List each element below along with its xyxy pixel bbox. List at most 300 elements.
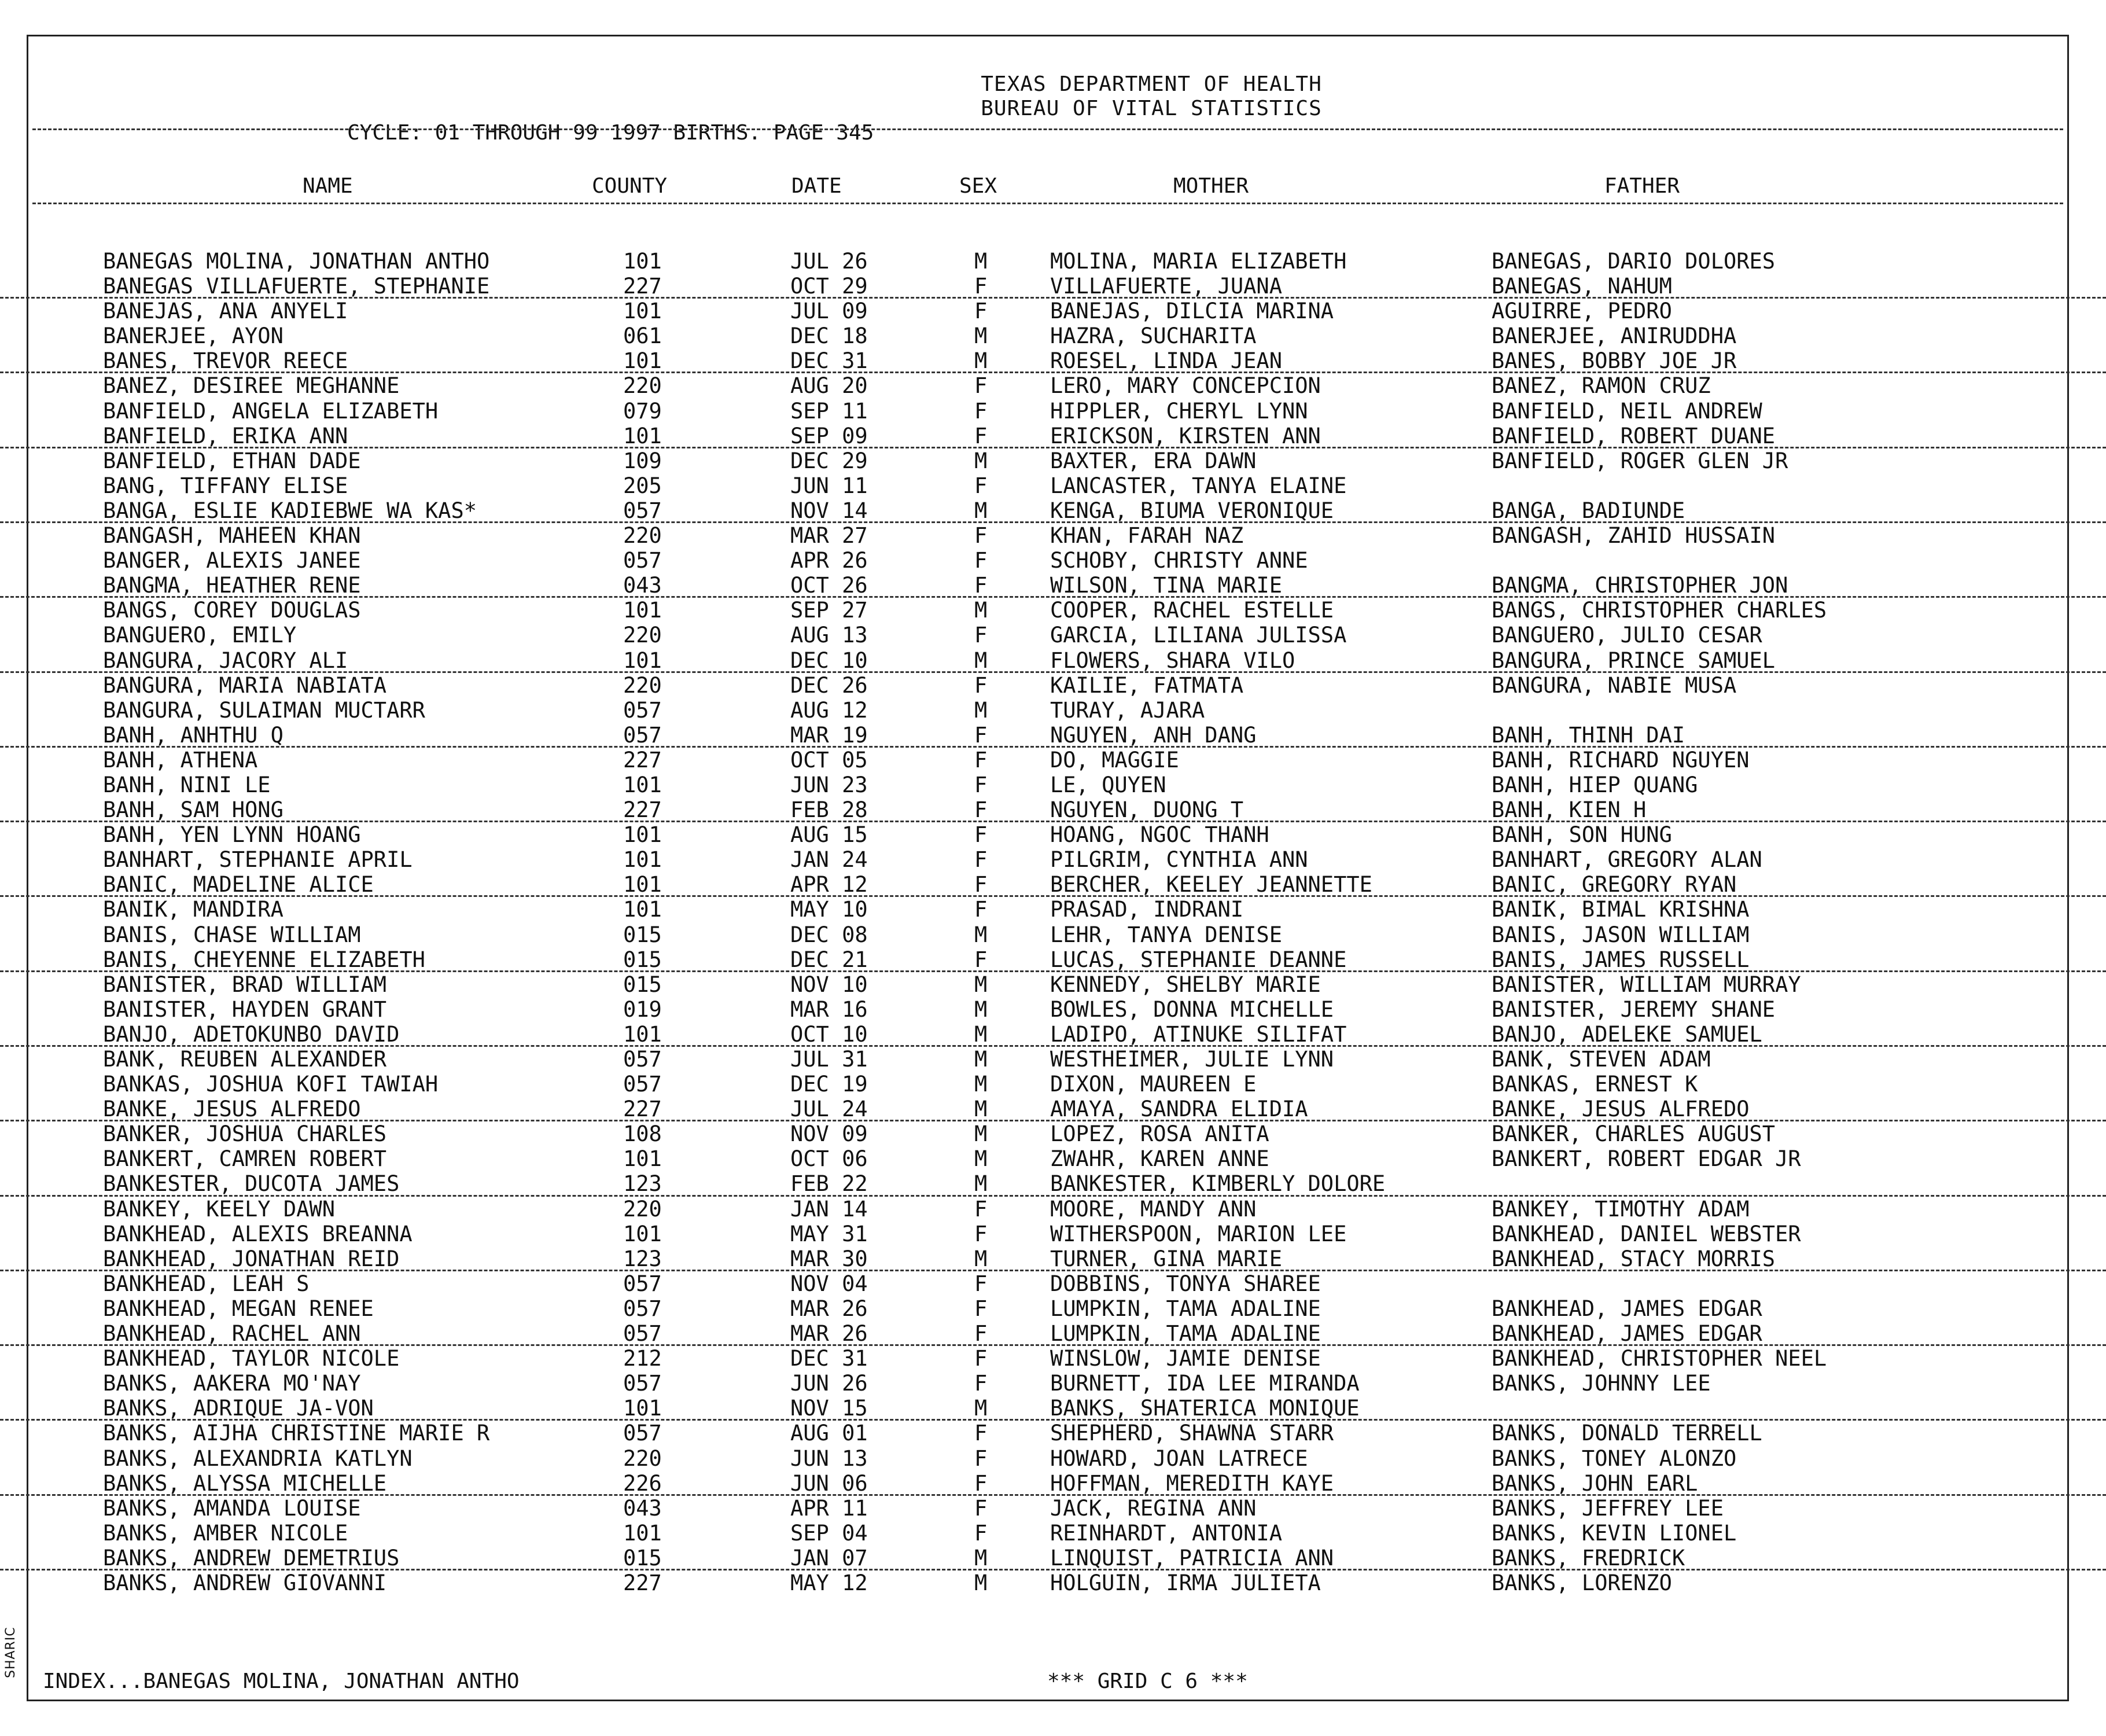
table-row <box>0 1371 2106 1396</box>
record-mother: HOLGUIN, IRMA JULIETA <box>1050 1570 1321 1595</box>
record-mother: LOPEZ, ROSA ANITA <box>1050 1121 1269 1147</box>
table-row <box>0 997 2106 1022</box>
record-date: FEB 22 <box>790 1171 868 1197</box>
record-name: BANKS, ADRIQUE JA-VON <box>103 1396 374 1421</box>
col-header-mother: MOTHER <box>1173 174 1249 198</box>
record-date: JUN 26 <box>790 1371 868 1396</box>
record-name: BANGUERO, EMILY <box>103 623 297 648</box>
record-father: BANKS, JEFFREY LEE <box>1492 1495 1724 1521</box>
record-county: 220 <box>623 1446 662 1471</box>
record-mother: LEHR, TANYA DENISE <box>1050 922 1282 947</box>
record-date: OCT 05 <box>790 747 868 773</box>
footer-grid: *** GRID C 6 *** <box>1047 1669 1248 1693</box>
record-sex: F <box>974 274 988 299</box>
record-father: BANES, BOBBY JOE JR <box>1492 348 1737 374</box>
record-county: 226 <box>623 1470 662 1496</box>
record-mother: LE, QUYEN <box>1050 772 1166 797</box>
record-name: BANGS, COREY DOUGLAS <box>103 598 361 623</box>
record-father: BANHART, GREGORY ALAN <box>1492 847 1762 873</box>
record-sex: M <box>974 1171 988 1197</box>
record-county: 101 <box>623 348 662 374</box>
record-sex: F <box>974 672 988 698</box>
record-date: OCT 06 <box>790 1146 868 1172</box>
record-mother: NGUYEN, DUONG T <box>1050 797 1244 823</box>
table-row <box>0 972 2106 997</box>
record-sex: F <box>974 1296 988 1321</box>
table-row <box>0 623 2106 648</box>
record-county: 227 <box>623 1097 662 1122</box>
record-sex: F <box>974 1321 988 1347</box>
report-bureau: BUREAU OF VITAL STATISTICS <box>981 97 1322 120</box>
record-sex: M <box>974 996 988 1022</box>
record-father: BANKEY, TIMOTHY ADAM <box>1492 1196 1750 1222</box>
record-county: 101 <box>623 1021 662 1047</box>
table-row <box>0 348 2106 373</box>
record-name: BANKHEAD, MEGAN RENEE <box>103 1296 374 1321</box>
record-date: OCT 29 <box>790 274 868 299</box>
record-father: BANKHEAD, JAMES EDGAR <box>1492 1321 1762 1347</box>
table-row <box>0 498 2106 523</box>
record-county: 123 <box>623 1171 662 1197</box>
record-county: 057 <box>623 498 662 523</box>
record-date: DEC 18 <box>790 323 868 349</box>
record-father: BANKS, JOHN EARL <box>1492 1470 1698 1496</box>
record-name: BANGA, ESLIE KADIEBWE WA KAS* <box>103 498 477 523</box>
record-sex: F <box>974 1346 988 1371</box>
record-sex: M <box>974 648 988 673</box>
table-row <box>0 1022 2106 1047</box>
record-mother: HOANG, NGOC THANH <box>1050 822 1269 848</box>
record-name: BANJO, ADETOKUNBO DAVID <box>103 1021 400 1047</box>
record-sex: F <box>974 523 988 549</box>
record-father: AGUIRRE, PEDRO <box>1492 299 1672 324</box>
record-name: BANEGAS MOLINA, JONATHAN ANTHO <box>103 249 490 274</box>
record-name: BANIC, MADELINE ALICE <box>103 872 374 898</box>
table-row <box>0 748 2106 773</box>
record-sex: M <box>974 1545 988 1571</box>
record-date: OCT 10 <box>790 1021 868 1047</box>
record-name: BANGER, ALEXIS JANEE <box>103 548 361 573</box>
record-mother: LUCAS, STEPHANIE DEANNE <box>1050 947 1347 972</box>
record-father: BANKHEAD, CHRISTOPHER NEEL <box>1492 1346 1827 1371</box>
record-father: BANISTER, JEREMY SHANE <box>1492 996 1776 1022</box>
record-name: BANKHEAD, RACHEL ANN <box>103 1321 361 1347</box>
record-date: JUL 31 <box>790 1047 868 1072</box>
record-mother: LINQUIST, PATRICIA ANN <box>1050 1545 1334 1571</box>
table-row <box>0 548 2106 573</box>
record-sex: F <box>974 722 988 748</box>
record-county: 101 <box>623 1520 662 1546</box>
table-row <box>0 1471 2106 1496</box>
record-date: MAR 30 <box>790 1246 868 1271</box>
record-name: BANISTER, HAYDEN GRANT <box>103 996 387 1022</box>
table-row <box>0 773 2106 797</box>
record-sex: M <box>974 249 988 274</box>
record-mother: HIPPLER, CHERYL LYNN <box>1050 398 1308 424</box>
record-sex: M <box>974 697 988 723</box>
record-name: BANKHEAD, LEAH S <box>103 1271 310 1296</box>
record-name: BANKS, ANDREW GIOVANNI <box>103 1570 387 1595</box>
record-father: BANKHEAD, STACY MORRIS <box>1492 1246 1776 1271</box>
record-mother: PILGRIM, CYNTHIA ANN <box>1050 847 1308 873</box>
record-sex: M <box>974 922 988 947</box>
record-county: 227 <box>623 274 662 299</box>
record-county: 123 <box>623 1246 662 1271</box>
record-name: BANGASH, MAHEEN KHAN <box>103 523 361 549</box>
record-name: BANERJEE, AYON <box>103 323 284 349</box>
record-father: BANKS, KEVIN LIONEL <box>1492 1520 1737 1546</box>
record-date: MAY 31 <box>790 1221 868 1246</box>
record-name: BANGURA, JACORY ALI <box>103 648 348 673</box>
record-mother: VILLAFUERTE, JUANA <box>1050 274 1282 299</box>
record-county: 212 <box>623 1346 662 1371</box>
record-date: JUL 24 <box>790 1097 868 1122</box>
table-row <box>0 1296 2106 1321</box>
record-name: BANH, YEN LYNN HOANG <box>103 822 361 848</box>
side-stamp: SHARIC <box>3 1627 18 1678</box>
record-date: DEC 26 <box>790 672 868 698</box>
record-date: JUN 11 <box>790 473 868 498</box>
record-sex: F <box>974 373 988 399</box>
divider <box>32 128 2063 130</box>
record-county: 061 <box>623 323 662 349</box>
record-county: 015 <box>623 1545 662 1571</box>
record-sex: F <box>974 299 988 324</box>
record-date: NOV 04 <box>790 1271 868 1296</box>
record-father: BANH, RICHARD NGUYEN <box>1492 747 1750 773</box>
record-county: 101 <box>623 1396 662 1421</box>
col-header-date: DATE <box>791 174 842 198</box>
record-sex: F <box>974 1470 988 1496</box>
table-row <box>0 1222 2106 1246</box>
record-county: 057 <box>623 1296 662 1321</box>
record-county: 043 <box>623 573 662 598</box>
record-father: BANIC, GREGORY RYAN <box>1492 872 1737 898</box>
record-mother: WILSON, TINA MARIE <box>1050 573 1282 598</box>
record-name: BANIK, MANDIRA <box>103 897 284 922</box>
table-row <box>0 573 2106 598</box>
record-father: BANKS, DONALD TERRELL <box>1492 1421 1762 1446</box>
table-row <box>0 1496 2106 1521</box>
table-row <box>0 249 2106 274</box>
record-name: BANK, REUBEN ALEXANDER <box>103 1047 387 1072</box>
record-mother: DOBBINS, TONYA SHAREE <box>1050 1271 1321 1296</box>
record-name: BANEZ, DESIREE MEGHANNE <box>103 373 400 399</box>
record-sex: F <box>974 847 988 873</box>
record-county: 205 <box>623 473 662 498</box>
record-mother: BAXTER, ERA DAWN <box>1050 448 1257 473</box>
record-county: 220 <box>623 1196 662 1222</box>
record-mother: HOFFMAN, MEREDITH KAYE <box>1050 1470 1334 1496</box>
table-row <box>0 947 2106 972</box>
record-date: DEC 19 <box>790 1072 868 1097</box>
record-sex: F <box>974 822 988 848</box>
record-name: BANGURA, MARIA NABIATA <box>103 672 387 698</box>
record-sex: F <box>974 772 988 797</box>
report-cycle: CYCLE: 01 THROUGH 99 1997 BIRTHS. PAGE 345 <box>347 121 874 145</box>
table-row <box>0 1072 2106 1097</box>
record-county: 057 <box>623 697 662 723</box>
record-sex: M <box>974 498 988 523</box>
record-date: DEC 08 <box>790 922 868 947</box>
record-father: BANGUERO, JULIO CESAR <box>1492 623 1762 648</box>
record-county: 057 <box>623 1072 662 1097</box>
record-county: 057 <box>623 1047 662 1072</box>
record-father: BANKHEAD, JAMES EDGAR <box>1492 1296 1762 1321</box>
record-date: SEP 27 <box>790 598 868 623</box>
record-county: 015 <box>623 922 662 947</box>
record-date: JUN 13 <box>790 1446 868 1471</box>
record-sex: M <box>974 1570 988 1595</box>
record-father: BANH, KIEN H <box>1492 797 1647 823</box>
record-father: BANEGAS, NAHUM <box>1492 274 1672 299</box>
record-mother: KENNEDY, SHELBY MARIE <box>1050 972 1321 997</box>
record-father: BANGURA, PRINCE SAMUEL <box>1492 648 1776 673</box>
record-date: NOV 10 <box>790 972 868 997</box>
record-mother: AMAYA, SANDRA ELIDIA <box>1050 1097 1308 1122</box>
record-date: DEC 21 <box>790 947 868 972</box>
table-row <box>0 822 2106 847</box>
table-row <box>0 1171 2106 1196</box>
table-row <box>0 399 2106 424</box>
record-date: APR 26 <box>790 548 868 573</box>
record-county: 057 <box>623 1271 662 1296</box>
record-county: 101 <box>623 598 662 623</box>
record-mother: BURNETT, IDA LEE MIRANDA <box>1050 1371 1360 1396</box>
record-county: 101 <box>623 772 662 797</box>
record-sex: F <box>974 1221 988 1246</box>
record-date: AUG 13 <box>790 623 868 648</box>
record-mother: REINHARDT, ANTONIA <box>1050 1520 1282 1546</box>
table-row <box>0 323 2106 348</box>
footer-index: INDEX...BANEGAS MOLINA, JONATHAN ANTHO <box>43 1669 520 1693</box>
record-county: 108 <box>623 1121 662 1147</box>
record-name: BANHART, STEPHANIE APRIL <box>103 847 413 873</box>
record-sex: F <box>974 897 988 922</box>
record-county: 101 <box>623 648 662 673</box>
table-row <box>0 1446 2106 1471</box>
record-county: 057 <box>623 722 662 748</box>
record-father: BANKERT, ROBERT EDGAR JR <box>1492 1146 1801 1172</box>
record-name: BANH, ATHENA <box>103 747 258 773</box>
table-row <box>0 448 2106 473</box>
table-row <box>0 1146 2106 1171</box>
record-name: BANISTER, BRAD WILLIAM <box>103 972 387 997</box>
records-table <box>0 249 2106 1595</box>
record-mother: GARCIA, LILIANA JULISSA <box>1050 623 1347 648</box>
record-name: BANH, NINI LE <box>103 772 271 797</box>
record-mother: BANKS, SHATERICA MONIQUE <box>1050 1396 1360 1421</box>
record-date: DEC 29 <box>790 448 868 473</box>
record-name: BANIS, CHEYENNE ELIZABETH <box>103 947 425 972</box>
record-sex: M <box>974 1097 988 1122</box>
record-mother: BANKESTER, KIMBERLY DOLORE <box>1050 1171 1386 1197</box>
record-date: JUL 26 <box>790 249 868 274</box>
record-date: MAR 16 <box>790 996 868 1022</box>
record-sex: F <box>974 1421 988 1446</box>
record-county: 057 <box>623 548 662 573</box>
col-header-sex: SEX <box>959 174 997 198</box>
record-county: 079 <box>623 398 662 424</box>
record-name: BANFIELD, ERIKA ANN <box>103 423 348 448</box>
record-name: BANG, TIFFANY ELISE <box>103 473 348 498</box>
record-date: MAR 27 <box>790 523 868 549</box>
record-mother: MOORE, MANDY ANN <box>1050 1196 1257 1222</box>
record-father: BANKS, LORENZO <box>1492 1570 1672 1595</box>
record-county: 227 <box>623 797 662 823</box>
record-name: BANEJAS, ANA ANYELI <box>103 299 348 324</box>
record-date: NOV 14 <box>790 498 868 523</box>
record-sex: F <box>974 1446 988 1471</box>
record-county: 227 <box>623 747 662 773</box>
record-county: 101 <box>623 872 662 898</box>
record-date: DEC 10 <box>790 648 868 673</box>
table-row <box>0 1271 2106 1296</box>
record-father: BANKER, CHARLES AUGUST <box>1492 1121 1776 1147</box>
record-county: 101 <box>623 847 662 873</box>
table-row <box>0 1121 2106 1146</box>
record-sex: M <box>974 323 988 349</box>
record-father: BANJO, ADELEKE SAMUEL <box>1492 1021 1762 1047</box>
record-father: BANIS, JAMES RUSSELL <box>1492 947 1750 972</box>
record-father: BANK, STEVEN ADAM <box>1492 1047 1711 1072</box>
record-father: BANISTER, WILLIAM MURRAY <box>1492 972 1801 997</box>
record-date: DEC 31 <box>790 1346 868 1371</box>
col-header-father: FATHER <box>1604 174 1680 198</box>
record-county: 057 <box>623 1321 662 1347</box>
record-date: SEP 11 <box>790 398 868 424</box>
record-date: APR 12 <box>790 872 868 898</box>
record-mother: SHEPHERD, SHAWNA STARR <box>1050 1421 1334 1446</box>
record-sex: M <box>974 1047 988 1072</box>
record-county: 101 <box>623 299 662 324</box>
record-name: BANKS, AIJHA CHRISTINE MARIE R <box>103 1421 490 1446</box>
record-father: BANKE, JESUS ALFREDO <box>1492 1097 1750 1122</box>
record-mother: TURNER, GINA MARIE <box>1050 1246 1282 1271</box>
record-mother: SCHOBY, CHRISTY ANNE <box>1050 548 1308 573</box>
record-mother: BOWLES, DONNA MICHELLE <box>1050 996 1334 1022</box>
record-sex: F <box>974 1196 988 1222</box>
record-name: BANKHEAD, TAYLOR NICOLE <box>103 1346 400 1371</box>
record-mother: JACK, REGINA ANN <box>1050 1495 1257 1521</box>
table-row <box>0 673 2106 698</box>
record-mother: WESTHEIMER, JULIE LYNN <box>1050 1047 1334 1072</box>
record-date: JUN 06 <box>790 1470 868 1496</box>
record-sex: M <box>974 598 988 623</box>
record-father: BANIS, JASON WILLIAM <box>1492 922 1750 947</box>
record-mother: ZWAHR, KAREN ANNE <box>1050 1146 1269 1172</box>
record-sex: F <box>974 797 988 823</box>
record-name: BANKE, JESUS ALFREDO <box>103 1097 361 1122</box>
record-father: BANEGAS, DARIO DOLORES <box>1492 249 1776 274</box>
table-row <box>0 872 2106 897</box>
record-county: 101 <box>623 897 662 922</box>
record-name: BANES, TREVOR REECE <box>103 348 348 374</box>
record-mother: COOPER, RACHEL ESTELLE <box>1050 598 1334 623</box>
table-row <box>0 473 2106 498</box>
record-father: BANGASH, ZAHID HUSSAIN <box>1492 523 1776 549</box>
record-date: NOV 15 <box>790 1396 868 1421</box>
record-county: 227 <box>623 1570 662 1595</box>
record-father: BANKAS, ERNEST K <box>1492 1072 1698 1097</box>
record-sex: F <box>974 1520 988 1546</box>
record-name: BANGURA, SULAIMAN MUCTARR <box>103 697 425 723</box>
record-date: DEC 31 <box>790 348 868 374</box>
table-row <box>0 1571 2106 1595</box>
record-sex: F <box>974 1495 988 1521</box>
record-sex: F <box>974 398 988 424</box>
record-name: BANH, ANHTHU Q <box>103 722 284 748</box>
record-mother: MOLINA, MARIA ELIZABETH <box>1050 249 1347 274</box>
record-mother: FLOWERS, SHARA VILO <box>1050 648 1295 673</box>
record-county: 109 <box>623 448 662 473</box>
record-name: BANKESTER, DUCOTA JAMES <box>103 1171 400 1197</box>
record-date: JUN 23 <box>790 772 868 797</box>
record-sex: F <box>974 947 988 972</box>
record-county: 019 <box>623 996 662 1022</box>
record-name: BANKHEAD, JONATHAN REID <box>103 1246 400 1271</box>
divider <box>32 203 2063 204</box>
record-county: 220 <box>623 623 662 648</box>
record-father: BANEZ, RAMON CRUZ <box>1492 373 1711 399</box>
record-date: OCT 26 <box>790 573 868 598</box>
record-father: BANGURA, NABIE MUSA <box>1492 672 1737 698</box>
record-father: BANFIELD, NEIL ANDREW <box>1492 398 1762 424</box>
table-row <box>0 1246 2106 1271</box>
record-mother: LANCASTER, TANYA ELAINE <box>1050 473 1347 498</box>
record-mother: LERO, MARY CONCEPCION <box>1050 373 1321 399</box>
record-mother: HAZRA, SUCHARITA <box>1050 323 1257 349</box>
table-row <box>0 598 2106 623</box>
record-county: 101 <box>623 1146 662 1172</box>
record-name: BANFIELD, ETHAN DADE <box>103 448 361 473</box>
record-date: AUG 12 <box>790 697 868 723</box>
record-sex: M <box>974 1121 988 1147</box>
table-row <box>0 797 2106 822</box>
table-row <box>0 1521 2106 1546</box>
table-row <box>0 299 2106 323</box>
record-sex: F <box>974 1271 988 1296</box>
record-mother: BERCHER, KEELEY JEANNETTE <box>1050 872 1372 898</box>
record-county: 043 <box>623 1495 662 1521</box>
record-date: NOV 09 <box>790 1121 868 1147</box>
record-mother: LADIPO, ATINUKE SILIFAT <box>1050 1021 1347 1047</box>
record-name: BANEGAS VILLAFUERTE, STEPHANIE <box>103 274 490 299</box>
record-date: AUG 20 <box>790 373 868 399</box>
record-sex: M <box>974 1246 988 1271</box>
record-mother: WITHERSPOON, MARION LEE <box>1050 1221 1347 1246</box>
record-father: BANH, THINH DAI <box>1492 722 1685 748</box>
col-header-county: COUNTY <box>592 174 668 198</box>
record-mother: LUMPKIN, TAMA ADALINE <box>1050 1321 1321 1347</box>
table-row <box>0 922 2106 947</box>
record-name: BANIS, CHASE WILLIAM <box>103 922 361 947</box>
record-father: BANKS, JOHNNY LEE <box>1492 1371 1711 1396</box>
table-row <box>0 897 2106 922</box>
record-father: BANERJEE, ANIRUDDHA <box>1492 323 1737 349</box>
record-county: 220 <box>623 672 662 698</box>
record-sex: M <box>974 1021 988 1047</box>
record-name: BANKS, ALEXANDRIA KATLYN <box>103 1446 413 1471</box>
table-row <box>0 847 2106 872</box>
record-father: BANFIELD, ROGER GLEN JR <box>1492 448 1788 473</box>
record-sex: F <box>974 473 988 498</box>
record-father: BANKHEAD, DANIEL WEBSTER <box>1492 1221 1801 1246</box>
record-date: JAN 14 <box>790 1196 868 1222</box>
table-row <box>0 1197 2106 1222</box>
record-mother: ERICKSON, KIRSTEN ANN <box>1050 423 1321 448</box>
record-sex: F <box>974 423 988 448</box>
